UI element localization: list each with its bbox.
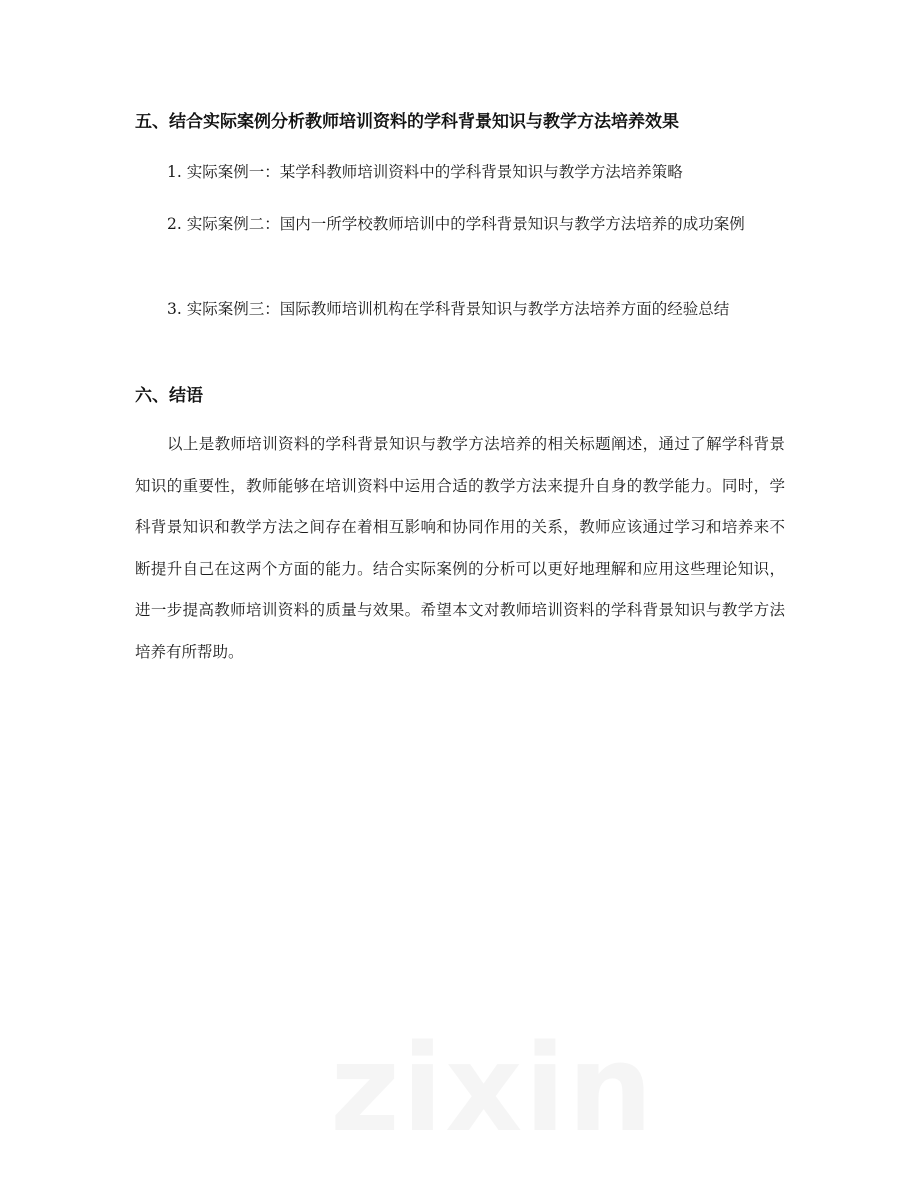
section-6-heading: 六、结语 (135, 386, 203, 406)
case-item-3: 3. 实际案例三：国际教师培训机构在学科背景知识与教学方法培养方面的经验总结 (167, 300, 730, 318)
case-item-1: 1. 实际案例一：某学科教师培训资料中的学科背景知识与教学方法培养策略 (167, 163, 683, 181)
conclusion-paragraph: 以上是教师培训资料的学科背景知识与教学方法培养的相关标题阐述，通过了解学科背景知识的重要性，教师能够在培训资料中运用合适的教学方法来提升自身的教学能力。同时，学科背景知识和教学方法之间存在着相互影响和协同作用的关系，教师应该通过学习和培养来不断提升自己在这两个方面的能力。结合实际案例的分析可以更好地理解和应用这些理论知识，进一步提高教师培训资料的质量与效果。希望本文对教师培训资料的学科背景知识与教学方法培养有所帮助。 (135, 435, 785, 661)
section-5-heading: 五、结合实际案例分析教师培训资料的学科背景知识与教学方法培养效果 (135, 112, 679, 132)
watermark (330, 1020, 655, 1159)
case-item-2: 2. 实际案例二：国内一所学校教师培训中的学科背景知识与教学方法培养的成功案例 (167, 215, 745, 233)
